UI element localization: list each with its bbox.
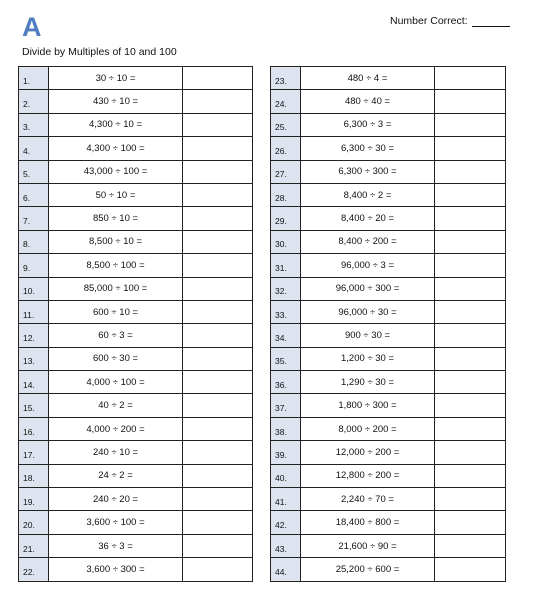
problem-row (19, 417, 253, 440)
worksheet-subtitle: Divide by Multiples of 10 and 100 (22, 46, 177, 58)
problem-number: 15. (19, 394, 49, 417)
problem-number: 24. (271, 90, 301, 113)
problem-row (19, 207, 253, 230)
problem-number: 32. (271, 277, 301, 300)
problem-row (271, 488, 506, 511)
problem-row (19, 183, 253, 206)
answer-cell[interactable] (435, 137, 506, 160)
problem-expression: 18,400 ÷ 800 = (301, 511, 435, 534)
problem-expression: 4,300 ÷ 10 = (49, 113, 183, 136)
problem-row (19, 534, 253, 557)
answer-cell[interactable] (183, 441, 253, 464)
answer-cell[interactable] (183, 488, 253, 511)
problem-expression: 25,200 ÷ 600 = (301, 558, 435, 581)
problem-expression: 240 ÷ 20 = (49, 488, 183, 511)
problem-expression: 30 ÷ 10 = (49, 67, 183, 90)
answer-cell[interactable] (435, 417, 506, 440)
problem-expression: 600 ÷ 30 = (49, 347, 183, 370)
problem-number: 30. (271, 230, 301, 253)
answer-cell[interactable] (435, 277, 506, 300)
problem-number: 14. (19, 371, 49, 394)
problem-expression: 6,300 ÷ 300 = (301, 160, 435, 183)
answer-cell[interactable] (435, 207, 506, 230)
problem-number: 20. (19, 511, 49, 534)
answer-cell[interactable] (435, 441, 506, 464)
problem-expression: 8,400 ÷ 20 = (301, 207, 435, 230)
problem-row (19, 254, 253, 277)
problem-row (271, 511, 506, 534)
answer-cell[interactable] (183, 207, 253, 230)
problem-row (19, 558, 253, 581)
problem-expression: 2,240 ÷ 70 = (301, 488, 435, 511)
problem-row (19, 464, 253, 487)
problem-number: 3. (19, 113, 49, 136)
problem-number: 42. (271, 511, 301, 534)
problem-number: 6. (19, 183, 49, 206)
answer-cell[interactable] (183, 67, 253, 90)
answer-cell[interactable] (435, 254, 506, 277)
problem-number: 8. (19, 230, 49, 253)
problem-expression: 850 ÷ 10 = (49, 207, 183, 230)
problem-row (271, 324, 506, 347)
problem-expression: 8,400 ÷ 2 = (301, 183, 435, 206)
problems-table-right (270, 66, 506, 582)
answer-cell[interactable] (435, 113, 506, 136)
problem-expression: 40 ÷ 2 = (49, 394, 183, 417)
problem-row (271, 113, 506, 136)
problem-expression: 1,800 ÷ 300 = (301, 394, 435, 417)
problem-row (271, 417, 506, 440)
answer-cell[interactable] (183, 90, 253, 113)
problem-expression: 12,000 ÷ 200 = (301, 441, 435, 464)
problem-row (271, 160, 506, 183)
problem-expression: 85,000 ÷ 100 = (49, 277, 183, 300)
problem-row (271, 441, 506, 464)
answer-cell[interactable] (435, 324, 506, 347)
problem-expression: 6,300 ÷ 3 = (301, 113, 435, 136)
problem-row (271, 90, 506, 113)
problem-expression: 600 ÷ 10 = (49, 300, 183, 323)
problem-row (19, 67, 253, 90)
answer-cell[interactable] (435, 183, 506, 206)
problem-row (271, 137, 506, 160)
problem-row (271, 464, 506, 487)
answer-cell[interactable] (183, 277, 253, 300)
problem-row (271, 394, 506, 417)
problem-number: 29. (271, 207, 301, 230)
number-correct (390, 15, 510, 27)
problem-number: 34. (271, 324, 301, 347)
problem-row (19, 300, 253, 323)
answer-cell[interactable] (183, 347, 253, 370)
problem-row (19, 441, 253, 464)
problem-expression: 43,000 ÷ 100 = (49, 160, 183, 183)
answer-cell[interactable] (435, 347, 506, 370)
answer-cell[interactable] (435, 230, 506, 253)
problem-row (271, 277, 506, 300)
answer-cell[interactable] (183, 254, 253, 277)
problem-expression: 21,600 ÷ 90 = (301, 534, 435, 557)
answer-cell[interactable] (183, 137, 253, 160)
problem-row (19, 137, 253, 160)
problem-row (19, 371, 253, 394)
answer-cell[interactable] (183, 534, 253, 557)
problem-row (271, 254, 506, 277)
answer-cell[interactable] (435, 511, 506, 534)
problem-row (271, 67, 506, 90)
answer-cell[interactable] (183, 183, 253, 206)
problem-expression: 6,300 ÷ 30 = (301, 137, 435, 160)
problem-expression: 4,000 ÷ 100 = (49, 371, 183, 394)
problem-expression: 1,200 ÷ 30 = (301, 347, 435, 370)
number-correct-blank[interactable] (472, 16, 510, 27)
problem-number: 17. (19, 441, 49, 464)
problems-table-left (18, 66, 253, 582)
answer-cell[interactable] (183, 511, 253, 534)
problem-expression: 96,000 ÷ 30 = (301, 300, 435, 323)
problem-number: 38. (271, 417, 301, 440)
problem-number: 25. (271, 113, 301, 136)
answer-cell[interactable] (183, 230, 253, 253)
answer-cell[interactable] (435, 300, 506, 323)
problem-number: 43. (271, 534, 301, 557)
answer-cell[interactable] (435, 160, 506, 183)
problem-number: 18. (19, 464, 49, 487)
problem-number: 35. (271, 347, 301, 370)
worksheet-letter: A (22, 12, 42, 42)
problem-number: 11. (19, 300, 49, 323)
problem-row (19, 277, 253, 300)
problem-expression: 480 ÷ 40 = (301, 90, 435, 113)
problem-number: 10. (19, 277, 49, 300)
problem-expression: 36 ÷ 3 = (49, 534, 183, 557)
answer-cell[interactable] (183, 324, 253, 347)
problem-number: 7. (19, 207, 49, 230)
problem-row (19, 113, 253, 136)
problem-row (19, 230, 253, 253)
problem-row (271, 558, 506, 581)
problem-number: 22. (19, 558, 49, 581)
answer-cell[interactable] (435, 394, 506, 417)
problem-expression: 4,000 ÷ 200 = (49, 417, 183, 440)
problem-expression: 50 ÷ 10 = (49, 183, 183, 206)
answer-cell[interactable] (435, 90, 506, 113)
problem-expression: 430 ÷ 10 = (49, 90, 183, 113)
problem-number: 44. (271, 558, 301, 581)
problem-row (271, 534, 506, 557)
problem-number: 5. (19, 160, 49, 183)
problem-expression: 12,800 ÷ 200 = (301, 464, 435, 487)
answer-cell[interactable] (183, 300, 253, 323)
problem-expression: 3,600 ÷ 100 = (49, 511, 183, 534)
answer-cell[interactable] (435, 371, 506, 394)
problem-expression: 8,400 ÷ 200 = (301, 230, 435, 253)
problem-number: 39. (271, 441, 301, 464)
problem-expression: 240 ÷ 10 = (49, 441, 183, 464)
problem-row (271, 371, 506, 394)
answer-cell[interactable] (183, 394, 253, 417)
answer-cell[interactable] (183, 464, 253, 487)
problem-number: 4. (19, 137, 49, 160)
answer-cell[interactable] (183, 113, 253, 136)
problem-number: 33. (271, 300, 301, 323)
problem-number: 27. (271, 160, 301, 183)
answer-cell[interactable] (183, 558, 253, 581)
problem-row (271, 230, 506, 253)
problem-number: 31. (271, 254, 301, 277)
problem-row (271, 207, 506, 230)
problem-number: 2. (19, 90, 49, 113)
answer-cell[interactable] (183, 417, 253, 440)
problem-expression: 24 ÷ 2 = (49, 464, 183, 487)
problem-number: 28. (271, 183, 301, 206)
problem-number: 13. (19, 347, 49, 370)
problem-row (19, 394, 253, 417)
problem-number: 12. (19, 324, 49, 347)
problem-expression: 96,000 ÷ 3 = (301, 254, 435, 277)
answer-cell[interactable] (435, 534, 506, 557)
problem-expression: 4,300 ÷ 100 = (49, 137, 183, 160)
answer-cell[interactable] (183, 160, 253, 183)
problem-expression: 3,600 ÷ 300 = (49, 558, 183, 581)
problem-expression: 96,000 ÷ 300 = (301, 277, 435, 300)
problem-expression: 480 ÷ 4 = (301, 67, 435, 90)
problem-number: 9. (19, 254, 49, 277)
problem-row (271, 347, 506, 370)
answer-cell[interactable] (183, 371, 253, 394)
answer-cell[interactable] (435, 488, 506, 511)
answer-cell[interactable] (435, 67, 506, 90)
problem-number: 36. (271, 371, 301, 394)
problem-row (271, 300, 506, 323)
problem-row (19, 324, 253, 347)
problem-number: 16. (19, 417, 49, 440)
problem-number: 19. (19, 488, 49, 511)
problem-expression: 8,500 ÷ 100 = (49, 254, 183, 277)
problem-row (19, 488, 253, 511)
number-correct-label: Number Correct: (390, 15, 468, 27)
problem-number: 1. (19, 67, 49, 90)
problem-number: 41. (271, 488, 301, 511)
problem-row (19, 511, 253, 534)
problem-row (19, 90, 253, 113)
problem-expression: 1,290 ÷ 30 = (301, 371, 435, 394)
problem-number: 37. (271, 394, 301, 417)
problem-row (19, 160, 253, 183)
problem-expression: 8,500 ÷ 10 = (49, 230, 183, 253)
problem-row (271, 183, 506, 206)
answer-cell[interactable] (435, 464, 506, 487)
problem-number: 23. (271, 67, 301, 90)
answer-cell[interactable] (435, 558, 506, 581)
problem-expression: 8,000 ÷ 200 = (301, 417, 435, 440)
problem-number: 40. (271, 464, 301, 487)
problem-expression: 900 ÷ 30 = (301, 324, 435, 347)
problem-expression: 60 ÷ 3 = (49, 324, 183, 347)
problem-row (19, 347, 253, 370)
problem-number: 21. (19, 534, 49, 557)
problem-number: 26. (271, 137, 301, 160)
